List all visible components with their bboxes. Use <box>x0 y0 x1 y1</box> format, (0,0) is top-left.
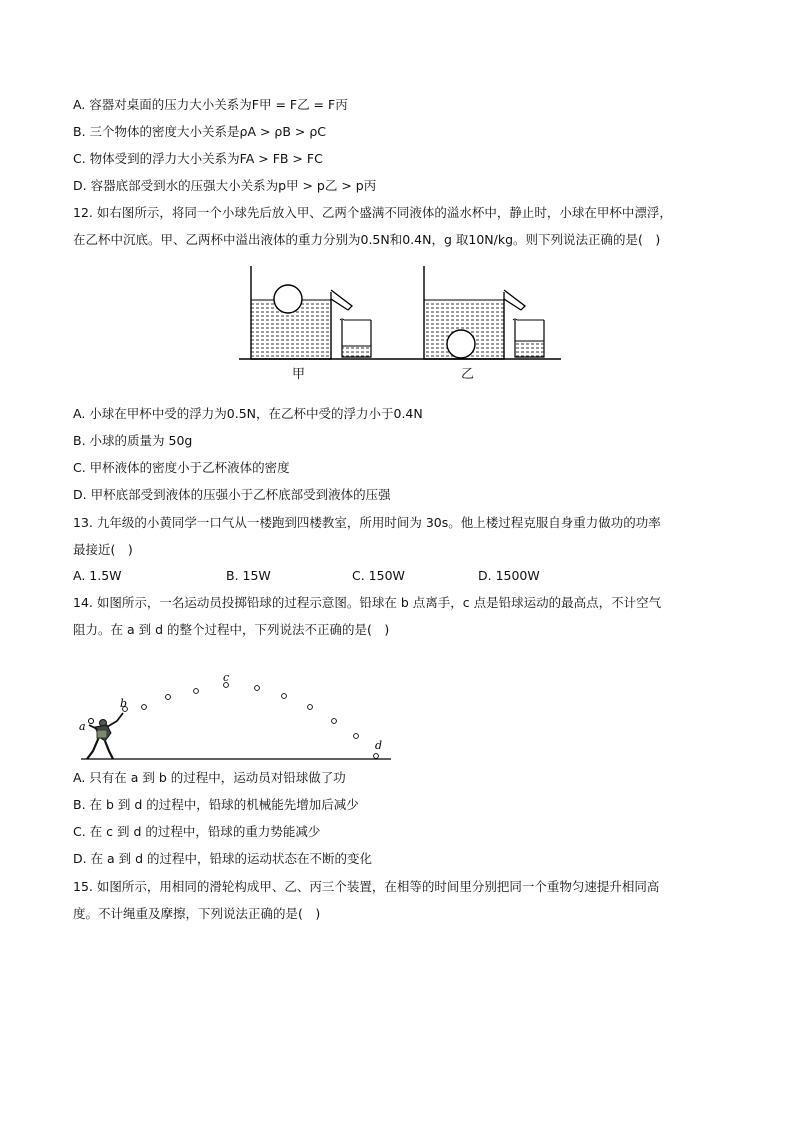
point-label-d: d <box>375 739 383 752</box>
ball-sunk <box>447 330 475 358</box>
beaker-yi <box>513 319 544 357</box>
q13-options-row <box>73 567 713 585</box>
cup-jia <box>251 266 352 359</box>
q14-stem-line2: 阻力。在 a 到 d 的整个过程中，下列说法不正确的是( ) <box>73 622 390 637</box>
point-label-b: b <box>120 697 128 710</box>
q12-option-b: B. 小球的质量为 50g <box>73 433 193 448</box>
q11-option-c: C. 物体受到的浮力大小关系为FA > FB > FC <box>73 151 323 166</box>
q12-stem-line2: 在乙杯中沉底。甲、乙两杯中溢出液体的重力分别为0.5N和0.4N，g 取10N/kg。则下列说法正确的是( ) <box>73 232 661 247</box>
beaker-jia <box>340 319 371 357</box>
q12-stem-line1: 12. 如右图所示，将同一个小球先后放入甲、乙两个盛满不同液体的溢水杯中，静止时，小球在甲杯中漂浮， <box>73 205 672 220</box>
trajectory-points <box>123 683 379 759</box>
ball-floating <box>274 285 302 313</box>
q13-option-c: C. 150W <box>352 568 405 583</box>
athlete-figure <box>87 713 123 759</box>
q14-option-b: B. 在 b 到 d 的过程中，铅球的机械能先增加后减少 <box>73 797 359 812</box>
q12-option-a: A. 小球在甲杯中受的浮力为0.5N，在乙杯中受的浮力小于0.4N <box>73 406 423 421</box>
q13-option-a: A. 1.5W <box>73 568 122 583</box>
q13-stem-line2: 最接近( ) <box>73 542 133 557</box>
q14-option-a: A. 只有在 a 到 b 的过程中，运动员对铅球做了功 <box>73 770 346 785</box>
q13-option-d: D. 1500W <box>478 568 540 583</box>
q11-option-d: D. 容器底部受到水的压强大小关系为p甲 > p乙 > p丙 <box>73 178 377 193</box>
cup-yi <box>424 266 525 359</box>
point-label-c: c <box>223 671 230 684</box>
q14-option-c: C. 在 c 到 d 的过程中，铅球的重力势能减少 <box>73 824 321 839</box>
q12-overflow-cups-figure <box>236 262 566 384</box>
q12-option-d: D. 甲杯底部受到液体的压强小于乙杯底部受到液体的压强 <box>73 487 391 502</box>
q13-option-b: B. 15W <box>226 568 271 583</box>
label-yi: 乙 <box>461 367 475 382</box>
label-jia: 甲 <box>292 367 306 382</box>
point-label-a: a <box>79 720 86 733</box>
q14-stem-line1: 14. 如图所示，一名运动员投掷铅球的过程示意图。铅球在 b 点离手，c 点是铅球运动的最高点，不计空气 <box>73 595 662 610</box>
q11-option-a: A. 容器对桌面的压力大小关系为F甲 = F乙 = F丙 <box>73 97 348 112</box>
q13-stem-line1: 13. 九年级的小黄同学一口气从一楼跑到四楼教室，所用时间为 30s。他上楼过程克服自身重力做功的功率 <box>73 515 661 530</box>
q15-stem-line2: 度。不计绳重及摩擦，下列说法正确的是( ) <box>73 906 321 921</box>
q11-option-b: B. 三个物体的密度大小关系是ρA > ρB > ρC <box>73 124 327 139</box>
q12-option-c: C. 甲杯液体的密度小于乙杯液体的密度 <box>73 460 290 475</box>
q14-option-d: D. 在 a 到 d 的过程中，铅球的运动状态在不断的变化 <box>73 851 373 866</box>
q15-stem-line1: 15. 如图所示，用相同的滑轮构成甲、乙、丙三个装置，在相等的时间里分别把同一个重物匀速提升相同高 <box>73 879 660 894</box>
q14-shot-put-figure <box>73 665 393 765</box>
